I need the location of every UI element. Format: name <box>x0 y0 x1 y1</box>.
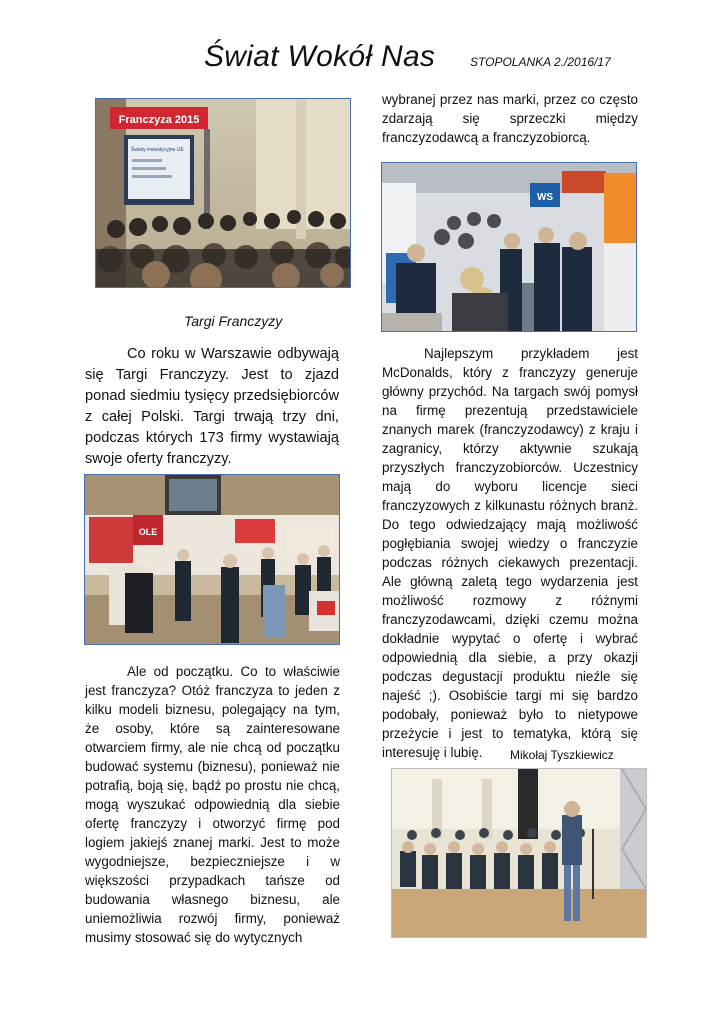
screen-title-text: Światy inwestycyjne UE <box>131 147 184 153</box>
photo-presentation <box>391 768 647 938</box>
right-paragraph-continued <box>382 90 638 147</box>
photo-booth-crowd <box>381 162 637 332</box>
page-title: Świat Wokół Nas <box>204 40 436 73</box>
paragraph-text: wybranej przez nas marki, przez co często zdarzają się sprzeczki między franczyzodawcą a franczyzobiorcą. <box>382 92 638 145</box>
left-paragraph-2 <box>85 662 340 947</box>
author-name: Mikołaj Tyszkiewicz <box>510 748 614 762</box>
paragraph-text: Najlepszym przykładem jest McDonalds, który z franczyzy generuje główny przychód. Na targach swój pomysł na firmę prezentują przedstawiciele znanych marek (franczyzodawcy) z kraju i zagranicy, którzy aktywnie szukają przyszłych franczyzobiorców. Uczestnicy mają do wyboru licencje sieci franczyzowych z kilkunastu różnych branż. Do tego odwiedzający mają możliwość pogłębiania swojej wiedzy o franczyzie podczas różnych ciekawych prezentacji. Ale główną zaletą tego wydarzenia jest możliwość rozmowy z różnymi franczyzodawcami, dzięki czemu można dokładnie wypytać o ofertę i wybrać odpowiednią dla siebie, a przy okazji podczas degustacji produktu nieźle się najeść ;). Osobiście targi mi się bardzo podobały, ponieważ było to nietypowe przeżycie i jest to tematyka, którą się interesuję i lubię. <box>382 346 638 760</box>
issue-label: STOPOLANKA 2./2016/17 <box>470 55 611 69</box>
photo-caption: Targi Franczyzy <box>184 313 283 329</box>
photo-exhibition-floor <box>84 474 340 645</box>
paragraph-text: Ale od początku. Co to właściwie jest franczyza? Otóż franczyza to jeden z kilku modeli biznesu, polegający na tym, że osoby, które są zainteresowane otwarciem firmy, ale nie chcą od początku budować systemu (biznesu), ponieważ nie potrafią, boją się, bądź po prostu nie chcą, mogą wyszukać odpowiednią dla siebie ofertę franczyzy i otworzyć firmę pod logiem jakiejś znanej marki. Jest to może wygodniejsze, bezpieczniejsze i w większości przypadkach tańsze od budowania własnego biznesu, ale uniemożliwia rozwój firmy, ponieważ musimy stosować się do wytycznych <box>85 664 340 945</box>
booth-sign-text: OLE <box>138 527 158 537</box>
photo-franchise-fair-hall <box>95 98 351 288</box>
paragraph-text: Co roku w Warszawie odbywają się Targi Franczyzy. Jest to zjazd ponad siedmiu tysięcy przedsiębiorców z całej Polski. Targi trwają trzy dni, podczas których 173 firmy wystawiają swoje oferty franczyzy. <box>85 346 339 467</box>
banner-text: Franczyza 2015 <box>118 114 200 126</box>
right-paragraph-3 <box>382 344 638 762</box>
booth-sign-text: WS <box>536 192 554 203</box>
left-paragraph-1 <box>85 344 339 470</box>
